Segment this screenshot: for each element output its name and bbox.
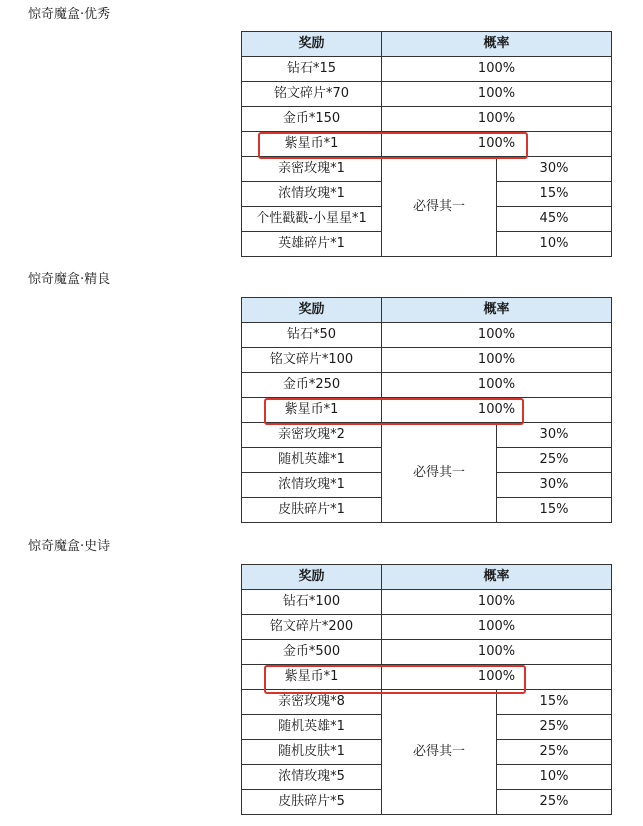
rate-cell: 15% <box>497 498 612 523</box>
group-label-cell: 必得其一 <box>382 690 497 815</box>
table-row <box>242 615 612 640</box>
rate-cell: 100% <box>382 398 612 423</box>
highlight-box <box>264 665 526 694</box>
rate-cell: 30% <box>497 473 612 498</box>
reward-cell: 钻石*100 <box>242 590 382 615</box>
reward-cell: 铭文碎片*70 <box>242 82 382 107</box>
rate-header: 概率 <box>382 298 612 323</box>
rate-cell: 100% <box>382 590 612 615</box>
rate-cell: 100% <box>382 348 612 373</box>
reward-cell: 浓情玫瑰*5 <box>242 765 382 790</box>
rate-cell: 10% <box>497 232 612 257</box>
reward-cell: 紫星币*1 <box>242 132 382 157</box>
table-header-row <box>242 298 612 323</box>
reward-cell: 钻石*50 <box>242 323 382 348</box>
group-label-cell: 必得其一 <box>382 157 497 257</box>
reward-cell: 随机皮肤*1 <box>242 740 382 765</box>
table-row <box>242 423 612 448</box>
reward-cell: 个性戳戳-小星星*1 <box>242 207 382 232</box>
reward-cell: 随机英雄*1 <box>242 448 382 473</box>
reward-cell: 金币*150 <box>242 107 382 132</box>
rate-cell: 100% <box>382 323 612 348</box>
reward-cell: 皮肤碎片*1 <box>242 498 382 523</box>
rate-cell: 15% <box>497 690 612 715</box>
rate-cell: 15% <box>497 182 612 207</box>
table-row <box>242 640 612 665</box>
rate-cell: 25% <box>497 740 612 765</box>
reward-cell: 钻石*15 <box>242 57 382 82</box>
rate-header: 概率 <box>382 32 612 57</box>
rate-cell: 100% <box>382 107 612 132</box>
rate-cell: 100% <box>382 615 612 640</box>
table-header-row <box>242 32 612 57</box>
reward-header: 奖励 <box>242 565 382 590</box>
table-row <box>242 323 612 348</box>
table-row <box>242 107 612 132</box>
reward-cell: 亲密玫瑰*2 <box>242 423 382 448</box>
reward-cell: 英雄碎片*1 <box>242 232 382 257</box>
reward-cell: 亲密玫瑰*8 <box>242 690 382 715</box>
reward-cell: 铭文碎片*100 <box>242 348 382 373</box>
rate-cell: 10% <box>497 765 612 790</box>
reward-cell: 随机英雄*1 <box>242 715 382 740</box>
reward-cell: 皮肤碎片*5 <box>242 790 382 815</box>
rate-cell: 45% <box>497 207 612 232</box>
group-label-cell: 必得其一 <box>382 423 497 523</box>
section-title: 惊奇魔盒·精良 <box>28 272 111 287</box>
reward-cell: 浓情玫瑰*1 <box>242 473 382 498</box>
table-row <box>242 590 612 615</box>
reward-cell: 金币*500 <box>242 640 382 665</box>
rate-cell: 100% <box>382 640 612 665</box>
rate-cell: 100% <box>382 82 612 107</box>
highlight-box <box>264 398 524 425</box>
rate-header: 概率 <box>382 565 612 590</box>
reward-cell: 铭文碎片*200 <box>242 615 382 640</box>
reward-header: 奖励 <box>242 298 382 323</box>
rate-cell: 100% <box>382 132 612 157</box>
highlight-box <box>258 132 528 159</box>
section-title: 惊奇魔盒·优秀 <box>28 7 111 22</box>
rate-cell: 30% <box>497 423 612 448</box>
rate-cell: 25% <box>497 715 612 740</box>
table-row <box>242 82 612 107</box>
reward-cell: 亲密玫瑰*1 <box>242 157 382 182</box>
rate-cell: 100% <box>382 373 612 398</box>
table-row <box>242 157 612 182</box>
table-header-row <box>242 565 612 590</box>
rate-cell: 100% <box>382 665 612 690</box>
rate-cell: 30% <box>497 157 612 182</box>
reward-cell: 紫星币*1 <box>242 398 382 423</box>
reward-cell: 金币*250 <box>242 373 382 398</box>
rate-cell: 25% <box>497 790 612 815</box>
rate-cell: 25% <box>497 448 612 473</box>
rate-cell: 100% <box>382 57 612 82</box>
reward-header: 奖励 <box>242 32 382 57</box>
table-row <box>242 348 612 373</box>
table-row <box>242 57 612 82</box>
reward-cell: 紫星币*1 <box>242 665 382 690</box>
table-row <box>242 373 612 398</box>
section-title: 惊奇魔盒·史诗 <box>28 539 111 554</box>
reward-cell: 浓情玫瑰*1 <box>242 182 382 207</box>
